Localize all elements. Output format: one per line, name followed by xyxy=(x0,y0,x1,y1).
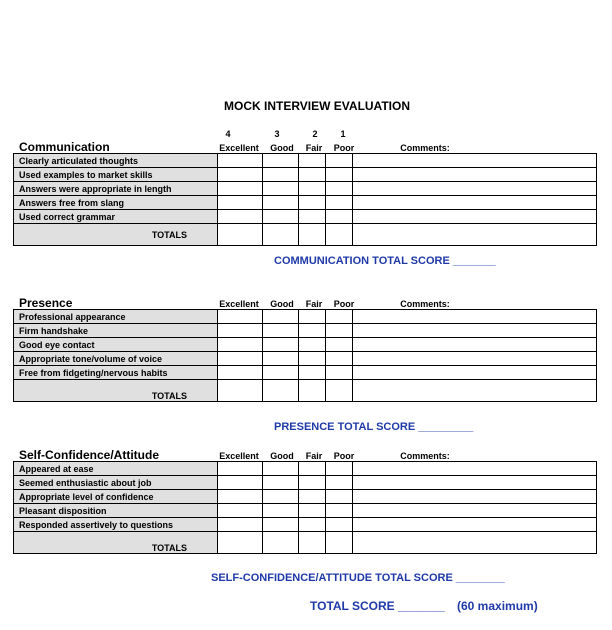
fair-total-cell[interactable] xyxy=(299,380,326,402)
rating-3: 3 xyxy=(274,129,280,139)
criterion-label: Responded assertively to questions xyxy=(14,518,218,532)
fair-cell[interactable] xyxy=(299,476,326,490)
section-title-presence: Presence xyxy=(19,296,73,310)
comments-total-cell[interactable] xyxy=(353,380,597,402)
comments-cell[interactable] xyxy=(353,182,597,196)
excellent-cell[interactable] xyxy=(218,476,263,490)
excellent-total-cell[interactable] xyxy=(218,224,263,246)
criterion-label: Free from fidgeting/nervous habits xyxy=(14,366,218,380)
section-title-communication: Communication xyxy=(19,140,110,154)
comments-cell[interactable] xyxy=(353,490,597,504)
fair-cell[interactable] xyxy=(299,168,326,182)
fair-cell[interactable] xyxy=(299,182,326,196)
col-fair: Fair xyxy=(305,143,323,153)
criterion-label: Appropriate tone/volume of voice xyxy=(14,352,218,366)
fair-total-cell[interactable] xyxy=(299,224,326,246)
comments-cell[interactable] xyxy=(353,476,597,490)
table-row xyxy=(14,338,597,352)
comments-total-cell[interactable] xyxy=(353,224,597,246)
good-cell[interactable] xyxy=(263,504,299,518)
fair-cell[interactable] xyxy=(299,352,326,366)
total-score-label: TOTAL SCORE _______ xyxy=(310,599,445,613)
poor-cell[interactable] xyxy=(326,518,353,532)
excellent-cell[interactable] xyxy=(218,518,263,532)
criterion-label: Professional appearance xyxy=(14,310,218,324)
table-row xyxy=(14,490,597,504)
fair-cell[interactable] xyxy=(299,154,326,168)
table-row xyxy=(14,196,597,210)
totals-row xyxy=(14,380,597,402)
section-title-confidence: Self-Confidence/Attitude xyxy=(19,448,159,462)
totals-label: TOTALS xyxy=(14,380,218,402)
col-poor: Poor xyxy=(333,299,355,309)
criterion-label: Answers were appropriate in length xyxy=(14,182,218,196)
poor-cell[interactable] xyxy=(326,490,353,504)
good-cell[interactable] xyxy=(263,476,299,490)
table-row xyxy=(14,352,597,366)
poor-cell[interactable] xyxy=(326,504,353,518)
criterion-label: Good eye contact xyxy=(14,338,218,352)
poor-cell[interactable] xyxy=(326,154,353,168)
col-fair: Fair xyxy=(305,299,323,309)
table-row xyxy=(14,462,597,476)
excellent-cell[interactable] xyxy=(218,504,263,518)
comments-cell[interactable] xyxy=(353,338,597,352)
excellent-cell[interactable] xyxy=(218,182,263,196)
fair-cell[interactable] xyxy=(299,196,326,210)
good-cell[interactable] xyxy=(263,352,299,366)
fair-cell[interactable] xyxy=(299,310,326,324)
poor-cell[interactable] xyxy=(326,352,353,366)
presence-total-score: PRESENCE TOTAL SCORE _________ xyxy=(274,421,474,433)
table-row xyxy=(14,310,597,324)
comments-cell[interactable] xyxy=(353,366,597,380)
good-total-cell[interactable] xyxy=(263,380,299,402)
comments-cell[interactable] xyxy=(353,210,597,224)
excellent-total-cell[interactable] xyxy=(218,380,263,402)
excellent-cell[interactable] xyxy=(218,352,263,366)
poor-cell[interactable] xyxy=(326,168,353,182)
criterion-label: Pleasant disposition xyxy=(14,504,218,518)
excellent-cell[interactable] xyxy=(218,154,263,168)
fair-cell[interactable] xyxy=(299,518,326,532)
good-cell[interactable] xyxy=(263,324,299,338)
page-title: MOCK INTERVIEW EVALUATION xyxy=(224,99,410,113)
comments-total-cell[interactable] xyxy=(353,532,597,554)
poor-cell[interactable] xyxy=(326,210,353,224)
comments-cell[interactable] xyxy=(353,324,597,338)
col-comments: Comments: xyxy=(400,451,450,461)
criterion-label: Seemed enthusiastic about job xyxy=(14,476,218,490)
comments-cell[interactable] xyxy=(353,310,597,324)
criterion-label: Answers free from slang xyxy=(14,196,218,210)
good-cell[interactable] xyxy=(263,366,299,380)
poor-total-cell[interactable] xyxy=(326,224,353,246)
good-cell[interactable] xyxy=(263,154,299,168)
good-total-cell[interactable] xyxy=(263,224,299,246)
excellent-cell[interactable] xyxy=(218,324,263,338)
communication-table xyxy=(13,153,597,246)
comments-cell[interactable] xyxy=(353,168,597,182)
poor-cell[interactable] xyxy=(326,324,353,338)
col-comments: Comments: xyxy=(400,299,450,309)
confidence-total-score: SELF-CONFIDENCE/ATTITUDE TOTAL SCORE ________ xyxy=(211,572,505,584)
good-cell[interactable] xyxy=(263,310,299,324)
rating-2: 2 xyxy=(312,129,318,139)
table-row xyxy=(14,168,597,182)
excellent-cell[interactable] xyxy=(218,462,263,476)
good-total-cell[interactable] xyxy=(263,532,299,554)
communication-total-score: COMMUNICATION TOTAL SCORE _______ xyxy=(274,255,496,267)
comments-cell[interactable] xyxy=(353,504,597,518)
poor-cell[interactable] xyxy=(326,462,353,476)
good-cell[interactable] xyxy=(263,196,299,210)
poor-cell[interactable] xyxy=(326,366,353,380)
good-cell[interactable] xyxy=(263,462,299,476)
good-cell[interactable] xyxy=(263,210,299,224)
fair-cell[interactable] xyxy=(299,504,326,518)
fair-cell[interactable] xyxy=(299,210,326,224)
criterion-label: Appeared at ease xyxy=(14,462,218,476)
table-row xyxy=(14,518,597,532)
good-cell[interactable] xyxy=(263,168,299,182)
fair-cell[interactable] xyxy=(299,490,326,504)
poor-cell[interactable] xyxy=(326,196,353,210)
excellent-cell[interactable] xyxy=(218,196,263,210)
comments-cell[interactable] xyxy=(353,518,597,532)
excellent-cell[interactable] xyxy=(218,210,263,224)
criterion-label: Firm handshake xyxy=(14,324,218,338)
rating-1: 1 xyxy=(340,129,346,139)
good-cell[interactable] xyxy=(263,490,299,504)
excellent-cell[interactable] xyxy=(218,338,263,352)
good-cell[interactable] xyxy=(263,518,299,532)
col-comments: Comments: xyxy=(400,143,450,153)
col-good: Good xyxy=(270,299,294,309)
poor-cell[interactable] xyxy=(326,310,353,324)
totals-row xyxy=(14,532,597,554)
table-row xyxy=(14,154,597,168)
col-poor: Poor xyxy=(333,451,355,461)
comments-cell[interactable] xyxy=(353,352,597,366)
good-cell[interactable] xyxy=(263,338,299,352)
col-good: Good xyxy=(270,143,294,153)
presence-table xyxy=(13,309,597,402)
fair-cell[interactable] xyxy=(299,366,326,380)
poor-cell[interactable] xyxy=(326,182,353,196)
criterion-label: Used examples to market skills xyxy=(14,168,218,182)
totals-row xyxy=(14,224,597,246)
comments-cell[interactable] xyxy=(353,196,597,210)
excellent-cell[interactable] xyxy=(218,168,263,182)
total-score-max-note: (60 maximum) xyxy=(457,599,538,613)
excellent-cell[interactable] xyxy=(218,310,263,324)
col-poor: Poor xyxy=(333,143,355,153)
comments-cell[interactable] xyxy=(353,462,597,476)
table-row xyxy=(14,476,597,490)
fair-cell[interactable] xyxy=(299,338,326,352)
fair-cell[interactable] xyxy=(299,324,326,338)
poor-total-cell[interactable] xyxy=(326,380,353,402)
confidence-table xyxy=(13,461,597,554)
col-excellent: Excellent xyxy=(219,143,259,153)
poor-total-cell[interactable] xyxy=(326,532,353,554)
comments-cell[interactable] xyxy=(353,154,597,168)
good-cell[interactable] xyxy=(263,182,299,196)
totals-label: TOTALS xyxy=(14,532,218,554)
fair-cell[interactable] xyxy=(299,462,326,476)
criterion-label: Clearly articulated thoughts xyxy=(14,154,218,168)
table-row xyxy=(14,210,597,224)
col-fair: Fair xyxy=(305,451,323,461)
criterion-label: Appropriate level of confidence xyxy=(14,490,218,504)
col-excellent: Excellent xyxy=(219,299,259,309)
excellent-total-cell[interactable] xyxy=(218,532,263,554)
table-row xyxy=(14,182,597,196)
table-row xyxy=(14,366,597,380)
table-row xyxy=(14,324,597,338)
criterion-label: Used correct grammar xyxy=(14,210,218,224)
poor-cell[interactable] xyxy=(326,338,353,352)
fair-total-cell[interactable] xyxy=(299,532,326,554)
rating-4: 4 xyxy=(225,129,231,139)
poor-cell[interactable] xyxy=(326,476,353,490)
table-row xyxy=(14,504,597,518)
col-excellent: Excellent xyxy=(219,451,259,461)
col-good: Good xyxy=(270,451,294,461)
excellent-cell[interactable] xyxy=(218,490,263,504)
excellent-cell[interactable] xyxy=(218,366,263,380)
totals-label: TOTALS xyxy=(14,224,218,246)
